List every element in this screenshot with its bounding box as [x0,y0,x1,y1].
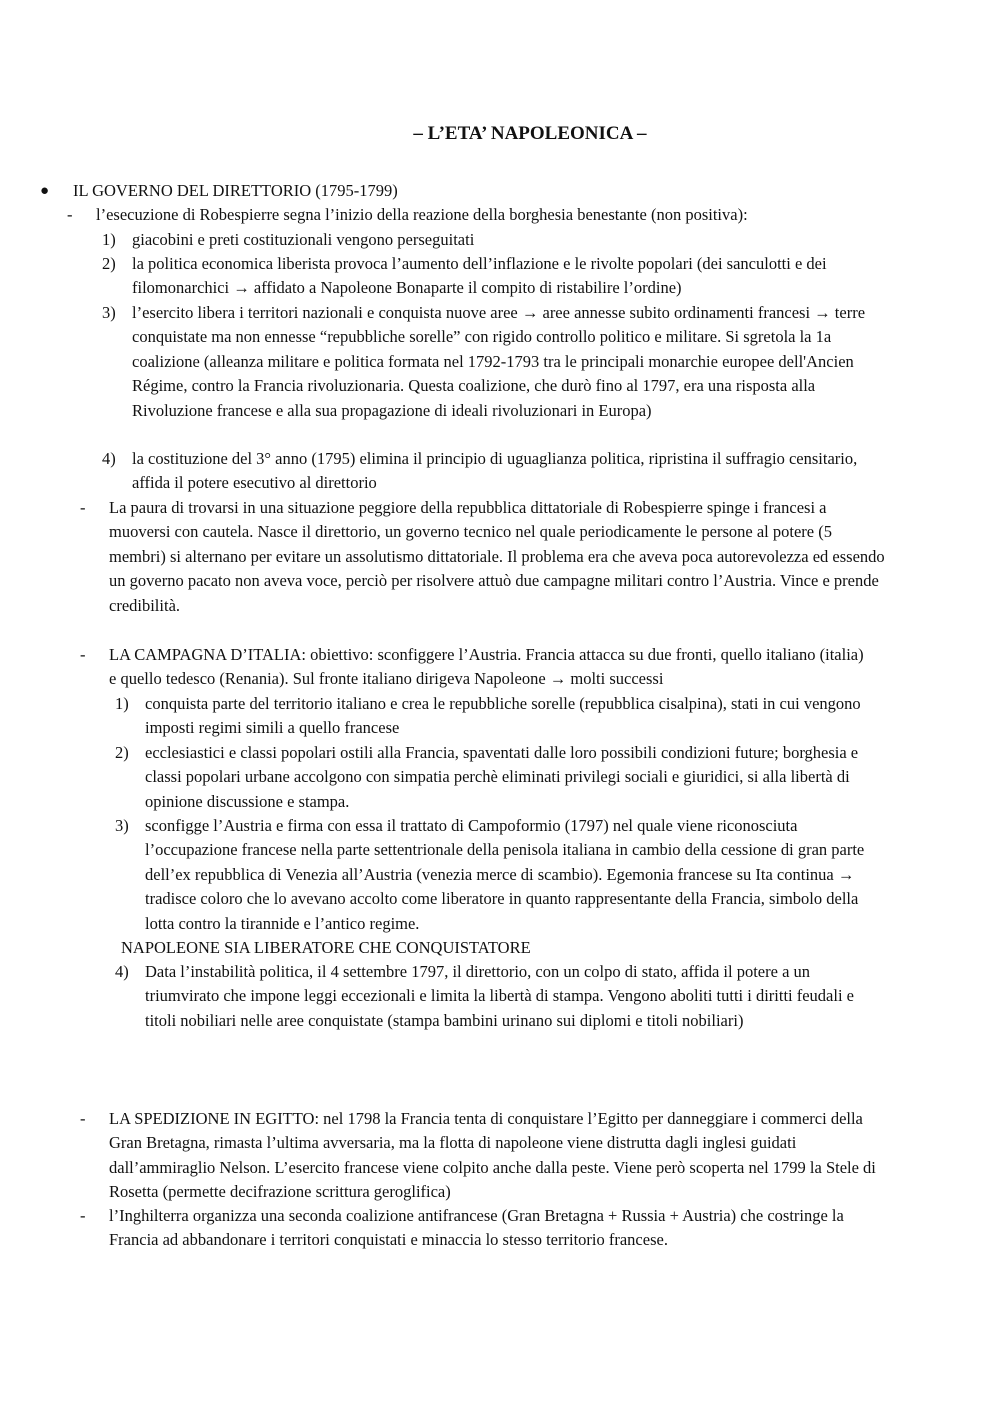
dash-marker: - [67,205,73,224]
numbered-item [115,814,885,936]
numbered-item [102,447,877,496]
list-item-text: l’esecuzione di Robespierre segna l’inizio della reazione della borghesia benestante (non positiva): [96,205,748,224]
dash-marker: - [80,1109,86,1128]
numbered-item-text: l’esercito libera i territori nazionali e conquista nuove aree → aree annesse subito ordinamenti francesi → terre conquistate ma non ennesse “repubbliche sorelle” con rigido controllo politico e militare. Si sgretola la 1a coalizione (alleanza militare e politica formata nel 1792-1793 tra le principali monarchie europee dell'Ancien Régime, contro la Francia rivoluzionaria. Questa coalizione, che durò fino al 1797, era una risposta alla Rivoluzione francese e alla sua propagazione di ideali rivoluzionari in Europa) [132,303,866,420]
list-item [67,203,927,227]
list-item-text: LA SPEDIZIONE IN EGITTO: nel 1798 la Francia tenta di conquistare l’Egitto per danneggiare i commerci della Gran Bretagna, rimasta l’ultima avversaria, ma la flotta di napoleone viene distrutta dagli inglesi guidati dall’ammiraglio Nelson. L’esercito francese viene colpito anche dalla peste. Viene però scoperta nel 1799 la Stele di Rosetta (permette decifrazione scrittura geroglifica) [109,1109,876,1202]
list-item [80,1107,880,1205]
numbered-item [102,228,877,252]
numbered-item-text: ecclesiastici e classi popolari ostili alla Francia, spaventati dalle loro possibili condizioni future; borghesia e classi popolari urbane accolgono con simpatia perchè eliminati privilegi sociali e giuridici, si alla libertà di opinione discussione e stampa. [145,743,859,811]
number-marker: 4) [102,449,116,468]
number-marker: 1) [115,694,129,713]
page-title: – L’ETA’ NAPOLEONICA – [413,123,647,144]
number-marker: 2) [102,254,116,273]
list-item [80,496,885,618]
dash-marker: - [80,645,86,664]
numbered-item-text: conquista parte del territorio italiano e crea le repubbliche sorelle (repubblica cisalpina), stati in cui vengono imposti regimi simili a quello francese [145,694,861,738]
numbered-item-text: la costituzione del 3° anno (1795) elimina il principio di uguaglianza politica, ripristina il suffragio censitario, affida il potere esecutivo al direttorio [132,449,858,493]
section-heading-text: IL GOVERNO DEL DIRETTORIO (1795-1799) [73,181,398,200]
numbered-item-text: la politica economica liberista provoca l’aumento dell’inflazione e le rivolte popolari (dei sanculotti e dei filomonarchici → affidato a Napoleone Bonaparte il compito di ristabilire l’ordine) [132,254,827,298]
numbered-item-text: giacobini e preti costituzionali vengono perseguitati [132,230,475,249]
caption-napoleone: NAPOLEONE SIA LIBERATORE CHE CONQUISTATORE [121,938,531,957]
number-marker: 3) [115,816,129,835]
numbered-item [115,960,885,1033]
dash-marker: - [80,1206,86,1225]
number-marker: 1) [102,230,116,249]
list-item [80,1204,880,1253]
numbered-item-text: sconfigge l’Austria e firma con essa il trattato di Campoformio (1797) nel quale viene riconosciuta l’occupazione francese nella parte settentrionale della penisola italiana in cambio della cessione di gran parte dell’ex repubblica di Venezia all’Austria (venezia merce di scambio). Egemonia francese su Ita continua → tradisce coloro che lo avevano accolto come liberatore in quanto rappresentante della Francia, simbolo della lotta contro la tirannide e l’antico regime. [145,816,865,933]
number-marker: 2) [115,743,129,762]
number-marker: 4) [115,962,129,981]
numbered-item [102,301,877,423]
numbered-item [115,692,885,741]
list-item-text: LA CAMPAGNA D’ITALIA: obiettivo: sconfiggere l’Austria. Francia attacca su due fronti, quello italiano (italia) e quello tedesco (Renania). Sul fronte italiano dirigeva Napoleone → molti successi [109,645,864,689]
numbered-item [115,741,885,814]
list-item-text: l’Inghilterra organizza una seconda coalizione antifrancese (Gran Bretagna + Russia + Austria) che costringe la Francia ad abbandonare i territori conquistati e minaccia lo stesso territorio francese. [109,1206,844,1250]
numbered-item [102,252,877,301]
numbered-item-text: Data l’instabilità politica, il 4 settembre 1797, il direttorio, con un colpo di stato, affida il potere a un triumvirato che impone leggi eccezionali e limita la libertà di stampa. Vengono aboliti tutti i diritti feudali e titoli nobiliari nelle aree conquistate (stampa bambini urinano sui diplomi e titoli nobiliari) [145,962,854,1030]
list-item-text: La paura di trovarsi in una situazione peggiore della repubblica dittatoriale di Robespierre spinge i francesi a muoversi con cautela. Nasce il direttorio, un governo tecnico nel quale periodicamente le persone al potere (5 membri) si alternano per evitare un assolutismo dittatoriale. Il problema era che aveva poca autorevolezza ed essendo un governo pacato non aveva voce, perciò per risolvere attuò due campagne militari contro l’Austria. Vince e prende credibilità. [109,498,885,615]
number-marker: 3) [102,303,116,322]
bullet-icon: ● [40,183,50,199]
dash-marker: - [80,498,86,517]
list-item [80,643,875,692]
section-heading-direttorio [40,179,940,203]
